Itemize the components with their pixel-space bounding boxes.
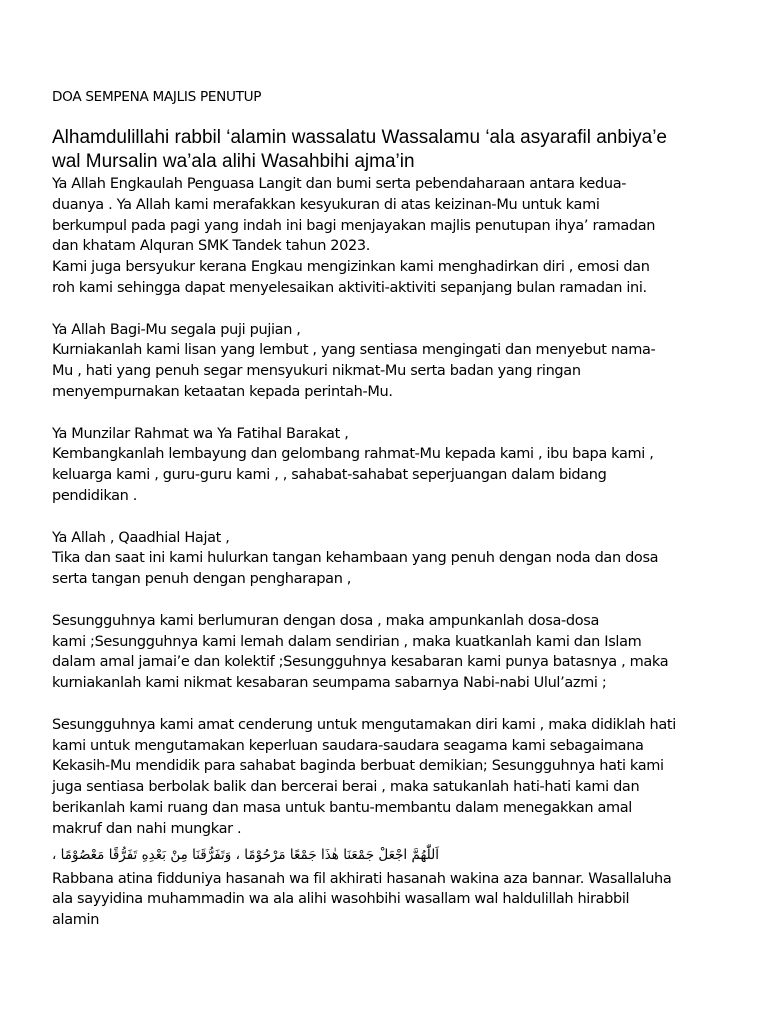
paragraph-spacer (52, 403, 742, 424)
paragraph-spacer (52, 590, 742, 611)
prayer-body (52, 174, 742, 931)
opening-line: Alhamdulillahi rabbil ‘alamin wassalatu Wassalamu ‘ala asyarafil anbiya’e (52, 127, 667, 148)
opening-praise (52, 126, 752, 173)
text-line: kami untuk mengutamakan keperluan saudara-saudara seagama kami sebagaimana (52, 737, 644, 754)
text-line: menyempurnakan ketaatan kepada perintah-Mu. (52, 383, 393, 400)
document-title: DOA SEMPENA MAJLIS PENUTUP (52, 89, 262, 105)
closing-prayer (52, 840, 742, 931)
paragraph-hope (52, 528, 742, 590)
text-line: Mu , hati yang penuh segar mensyukuri nikmat-Mu serta badan yang ringan (52, 363, 581, 380)
text-line: ala sayyidina muhammadin wa ala alihi wasohbihi wasallam wal haldulillah hirabbil (52, 891, 630, 908)
text-line: duanya . Ya Allah kami merafakkan kesyukuran di atas keizinan-Mu untuk kami (52, 196, 600, 213)
text-line: Rabbana atina fidduniya hasanah wa fil akhirati hasanah wakina aza bannar. Wasallaluha (52, 870, 672, 887)
opening-line: wal Mursalin wa’ala alihi Wasahbihi ajma’in (52, 150, 415, 172)
text-line: Tika dan saat ini kami hulurkan tangan kehambaan yang penuh dengan noda dan dosa (52, 550, 659, 567)
paragraph-gratitude (52, 174, 742, 299)
text-line: berkumpul pada pagi yang indah ini bagi menjayakan majlis penutupan ihya’ ramadan (52, 217, 656, 234)
text-line: keluarga kami , guru-guru kami , , sahabat-sahabat seperjuangan dalam bidang (52, 467, 607, 484)
paragraph-mercy (52, 424, 742, 507)
text-line: Ya Allah Engkaulah Penguasa Langit dan bumi serta pebendaharaan antara kedua- (52, 176, 627, 192)
paragraph-praise (52, 320, 742, 403)
paragraph-unity (52, 715, 742, 840)
text-line: serta tangan penuh dengan pengharapan , (52, 571, 352, 588)
paragraph-spacer (52, 507, 742, 528)
text-line: Sesungguhnya kami amat cenderung untuk mengutamakan diri kami , maka didiklah hati (52, 716, 676, 733)
text-line: Sesungguhnya kami berlumuran dengan dosa , maka ampunkanlah dosa-dosa (52, 612, 600, 629)
text-line: dan khatam Alquran SMK Tandek tahun 2023. (52, 238, 371, 255)
text-line: Kembangkanlah lembayung dan gelombang rahmat-Mu kepada kami , ibu bapa kami , (52, 446, 654, 463)
text-line: pendidikan . (52, 487, 138, 504)
text-line: Ya Allah Bagi-Mu segala puji pujian , (52, 321, 301, 338)
paragraph-forgiveness (52, 611, 742, 694)
paragraph-spacer (52, 694, 742, 715)
text-line: dalam amal jamai’e dan kolektif ;Sesungguhnya kesabaran kami punya batasnya , maka (52, 654, 669, 671)
text-line: Kekasih-Mu mendidik para sahabat baginda berbuat demikian; Sesungguhnya hati kami (52, 758, 664, 775)
text-line: berikanlah kami ruang dan masa untuk bantu-membantu dalam menegakkan amal (52, 799, 632, 816)
text-line: roh kami sehingga dapat menyelesaikan aktiviti-aktiviti sepanjang bulan ramadan ini. (52, 279, 647, 296)
text-line: Kurniakanlah kami lisan yang lembut , yang sentiasa mengingati dan menyebut nama- (52, 342, 656, 359)
text-line: Ya Allah , Qaadhial Hajat , (52, 529, 230, 546)
text-line: kami ;Sesungguhnya kami lemah dalam sendirian , maka kuatkanlah kami dan Islam (52, 633, 642, 650)
text-line: juga sentiasa berbolak balik dan bercerai berai , maka satukanlah hati-hati kami dan (52, 779, 640, 796)
text-line: Ya Munzilar Rahmat wa Ya Fatihal Barakat , (52, 425, 349, 442)
text-line: kurniakanlah kami nikmat kesabaran seumpama sabarnya Nabi-nabi Ulul’azmi ; (52, 675, 607, 692)
text-line: Kami juga bersyukur kerana Engkau mengizinkan kami menghadirkan diri , emosi dan (52, 259, 650, 276)
arabic-verse: اَللّٰهُمَّ اجْعَلْ جَمْعَنَا هٰذَا جَمْعًا مَرْحُوْمًا ، وَتَفَرُّقَنَا مِنْ بَعْدِهِ تَفَرُّقًا مَعْصُوْمًا ، (52, 846, 440, 863)
text-line: alamin (52, 912, 100, 929)
paragraph-spacer (52, 299, 742, 320)
text-line: makruf dan nahi mungkar . (52, 820, 242, 837)
